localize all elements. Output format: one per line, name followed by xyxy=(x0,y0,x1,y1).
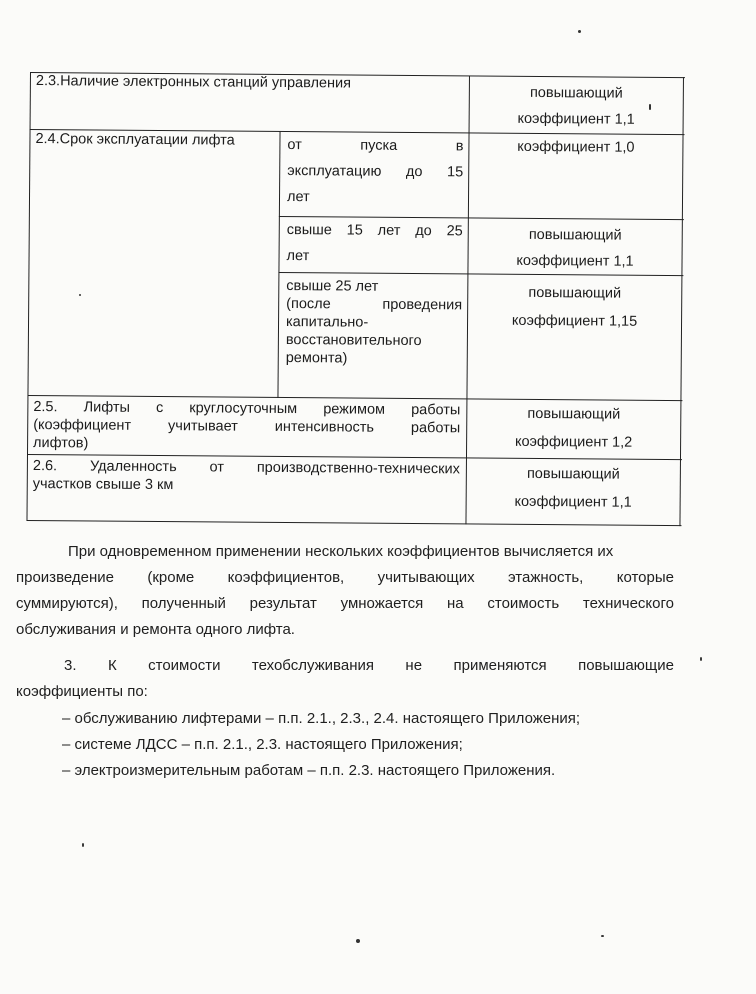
row-2-6-label-line2: участков свыше 3 км xyxy=(32,476,174,494)
row-2-4-label: 2.4.Срок эксплуатации лифта xyxy=(35,131,235,149)
row-2-4-sub1-line2: эксплуатацию до 15 xyxy=(287,163,464,181)
row-2-4-sub3-value-line1: повышающий xyxy=(528,284,622,302)
paragraph-line: обслуживания и ремонта одного лифта. xyxy=(16,621,295,638)
row-2-4-sub2-line1: свыше 15 лет до 25 xyxy=(286,222,463,240)
table-col-divider xyxy=(277,131,280,398)
paragraph-line: коэффициенты по: xyxy=(16,683,148,700)
row-2-3-value-line1: повышающий xyxy=(529,84,623,102)
list-item: – системе ЛДСС – п.п. 2.1., 2.3. настоящего Приложения; xyxy=(62,736,463,753)
row-2-4-sub1-line3: лет xyxy=(286,189,310,206)
row-2-4-sub2-line2: лет xyxy=(286,248,310,265)
row-2-4-sub1-value: коэффициент 1,0 xyxy=(517,138,635,156)
scan-speck xyxy=(700,657,702,661)
row-2-4-sub3-line3: капитально- xyxy=(285,314,369,331)
paragraph-clause-3 xyxy=(16,653,674,705)
row-2-5-label-line1: 2.5. Лифты с круглосуточным режимом работы xyxy=(33,399,461,419)
scan-speck xyxy=(82,843,84,847)
list-item: – обслуживанию лифтерами – п.п. 2.1., 2.3., 2.4. настоящего Приложения; xyxy=(62,710,581,727)
row-2-3-label: 2.3.Наличие электронных станций управления xyxy=(35,73,352,92)
paragraph-line: произведение (кроме коэффициентов, учитывающих этажность, которые xyxy=(16,569,674,586)
row-2-6-label-line1: 2.6. Удаленность от производственно-технических xyxy=(32,458,460,478)
paragraph-line: При одновременном применении нескольких коэффициентов вычисляется их xyxy=(68,543,614,560)
scan-speck xyxy=(649,104,651,110)
row-2-4-sub3-line4: восстановительного xyxy=(285,332,422,350)
row-2-4-sub1-line1: от пуска в xyxy=(287,137,464,155)
scan-speck xyxy=(356,939,360,943)
row-2-4-sub2-value-line2: коэффициент 1,1 xyxy=(516,252,634,270)
scan-speck xyxy=(578,30,581,33)
list-item: – электроизмерительным работам – п.п. 2.3. настоящего Приложения. xyxy=(62,762,556,779)
row-2-5-value-line1: повышающий xyxy=(527,405,621,423)
row-2-6-value-line1: повышающий xyxy=(526,465,620,483)
row-2-4-sub3-line2: (после проведения xyxy=(286,296,463,314)
row-2-5-label-line2: (коэффициент учитывает интенсивность работы xyxy=(33,417,461,437)
paragraph-line: 3. К стоимости техобслуживания не применяются повышающие xyxy=(64,657,674,674)
row-2-6-value-line2: коэффициент 1,1 xyxy=(514,493,632,511)
paragraph-coefficients-product xyxy=(16,539,674,643)
row-2-5-label-line3: лифтов) xyxy=(33,435,89,452)
row-2-4-sub3-line1: свыше 25 лет xyxy=(286,278,379,295)
row-2-4-sub3-line5: ремонта) xyxy=(285,350,348,367)
scan-speck xyxy=(79,294,81,296)
row-2-4-sub2-value-line1: повышающий xyxy=(528,226,622,244)
scan-speck xyxy=(601,935,604,937)
row-2-3-value-line2: коэффициент 1,1 xyxy=(517,110,635,128)
coefficients-table xyxy=(26,72,685,527)
row-2-5-value-line2: коэффициент 1,2 xyxy=(514,433,633,451)
exceptions-list xyxy=(62,706,682,784)
table-border-bottom xyxy=(26,520,681,527)
paragraph-line: суммируются), полученный результат умножается на стоимость технического xyxy=(16,595,674,612)
row-2-4-sub3-value-line2: коэффициент 1,15 xyxy=(511,312,638,330)
